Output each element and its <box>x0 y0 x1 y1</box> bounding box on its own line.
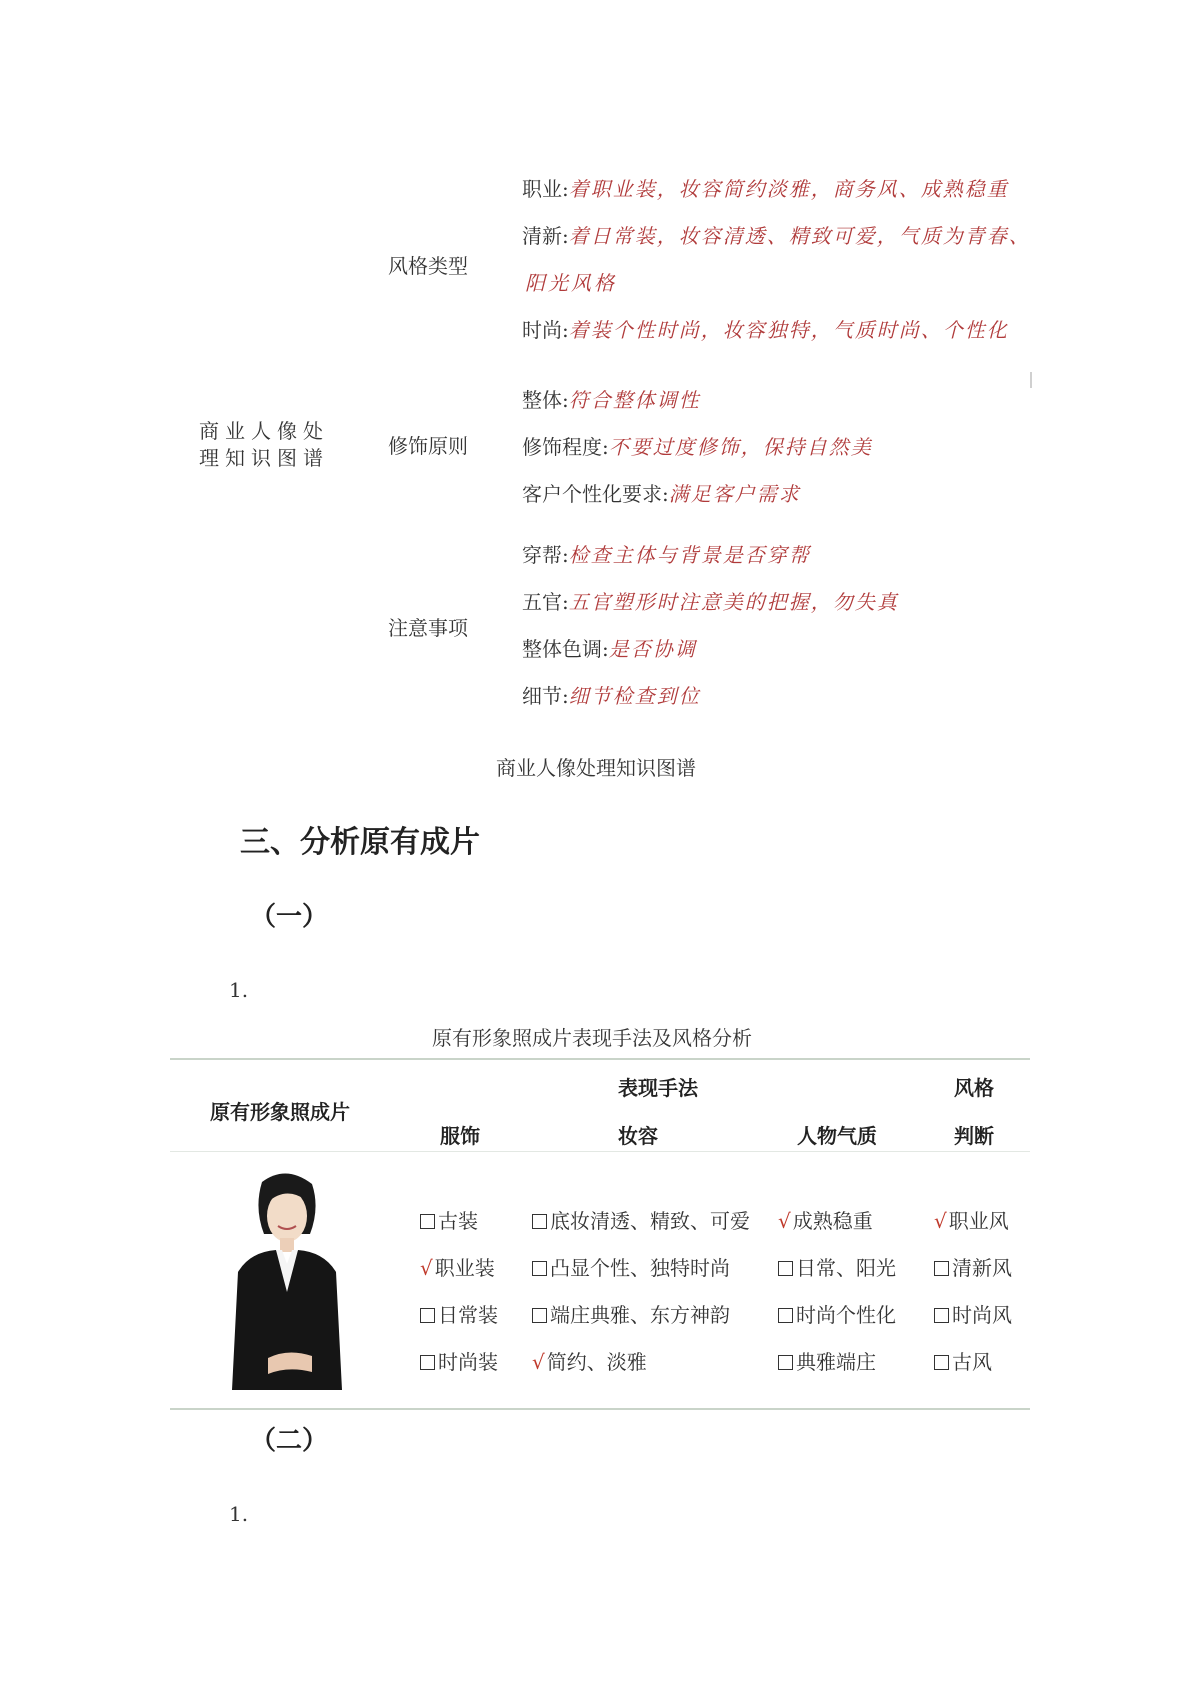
item-key: 清新: <box>522 224 569 248</box>
header-photo: 原有形象照成片 <box>210 1100 350 1124</box>
mindmap-item <box>522 586 899 615</box>
temperament-option[interactable]: 典雅端庄 <box>778 1346 876 1375</box>
table-top-rule <box>170 1058 1030 1060</box>
style-option[interactable]: 时尚风 <box>934 1299 1012 1328</box>
header-clothing: 服饰 <box>440 1124 480 1148</box>
branch-retouch-principles: 修饰原则 <box>388 434 468 458</box>
item-value: 着日常装，妆容清透、精致可爱，气质为青春、 <box>568 224 1031 248</box>
makeup-option[interactable]: 端庄典雅、东方神韵 <box>532 1299 730 1328</box>
makeup-option[interactable]: √ 简约、淡雅 <box>532 1350 647 1374</box>
table-bottom-rule <box>170 1408 1030 1410</box>
checkbox-empty <box>934 1308 949 1323</box>
header-temperament: 人物气质 <box>797 1124 877 1148</box>
mindmap-item <box>522 220 1031 249</box>
clothing-option[interactable]: 时尚装 <box>420 1346 498 1375</box>
check-mark-icon: √ <box>420 1256 433 1280</box>
item-value: 符合整体调性 <box>568 388 701 412</box>
checkbox-empty <box>532 1261 547 1276</box>
mindmap-item <box>522 314 1009 343</box>
subsection-1: （一） <box>250 902 329 932</box>
item-key: 整体色调: <box>522 637 609 661</box>
item-key: 时尚: <box>522 318 569 342</box>
item-key: 整体: <box>522 388 569 412</box>
mindmap-root: 商业人像处理知识图谱 <box>199 419 329 470</box>
header-makeup: 妆容 <box>618 1124 658 1148</box>
branch-style-types: 风格类型 <box>388 254 468 278</box>
makeup-option[interactable]: 底妆清透、精致、可爱 <box>532 1205 750 1234</box>
mindmap-caption: 商业人像处理知识图谱 <box>496 756 696 780</box>
checkbox-empty <box>778 1261 793 1276</box>
branch-precautions: 注意事项 <box>388 616 468 640</box>
check-mark-icon: √ <box>778 1209 791 1233</box>
item-key: 五官: <box>522 590 569 614</box>
item-key: 客户个性化要求: <box>522 482 669 506</box>
list-number-1: 1. <box>229 978 249 1002</box>
checkbox-empty <box>934 1261 949 1276</box>
table-header-rule <box>170 1151 1030 1152</box>
style-option[interactable]: √ 职业风 <box>934 1209 1009 1233</box>
item-value: 检查主体与背景是否穿帮 <box>568 543 811 567</box>
item-value: 满足客户需求 <box>668 482 801 506</box>
item-key: 职业: <box>522 177 569 201</box>
mindmap-item <box>522 478 801 507</box>
mindmap-item <box>522 431 873 460</box>
check-mark-icon: √ <box>934 1209 947 1233</box>
mindmap-item <box>522 539 811 568</box>
checkbox-empty <box>420 1308 435 1323</box>
check-mark-icon: √ <box>532 1350 545 1374</box>
item-value-continuation: 阳光风格 <box>525 271 617 295</box>
checkbox-empty <box>778 1308 793 1323</box>
mindmap-item <box>522 680 701 709</box>
item-key: 穿帮: <box>522 543 569 567</box>
item-key: 细节: <box>522 684 569 708</box>
item-value: 是否协调 <box>608 637 697 661</box>
subsection-2: （二） <box>250 1426 329 1456</box>
checkbox-empty <box>778 1355 793 1370</box>
makeup-option[interactable]: 凸显个性、独特时尚 <box>532 1252 730 1281</box>
checkbox-empty <box>532 1308 547 1323</box>
checkbox-empty <box>532 1214 547 1229</box>
item-value: 着装个性时尚，妆容独特，气质时尚、个性化 <box>568 318 1009 342</box>
item-value: 细节检查到位 <box>568 684 701 708</box>
header-style-top: 风格 <box>954 1076 994 1100</box>
temperament-option[interactable]: 时尚个性化 <box>778 1299 896 1328</box>
style-option[interactable]: 清新风 <box>934 1252 1012 1281</box>
temperament-option[interactable]: 日常、阳光 <box>778 1252 896 1281</box>
mindmap-item <box>522 384 701 413</box>
temperament-option[interactable]: √ 成熟稳重 <box>778 1209 873 1233</box>
mindmap-divider <box>1030 372 1032 388</box>
checkbox-empty <box>934 1355 949 1370</box>
clothing-option[interactable]: 日常装 <box>420 1299 498 1328</box>
mindmap-item <box>522 633 697 662</box>
clothing-option[interactable]: √ 职业装 <box>420 1256 495 1280</box>
checkbox-empty <box>420 1214 435 1229</box>
section-heading: 三、分析原有成片 <box>240 825 480 860</box>
portrait-photo <box>228 1172 346 1394</box>
item-value: 着职业装，妆容简约淡雅，商务风、成熟稳重 <box>568 177 1009 201</box>
checkbox-empty <box>420 1355 435 1370</box>
mindmap-item <box>522 173 1009 202</box>
header-style-bottom: 判断 <box>954 1124 994 1148</box>
clothing-option[interactable]: 古装 <box>420 1205 478 1234</box>
list-number-2: 1. <box>229 1502 249 1526</box>
table-caption: 原有形象照成片表现手法及风格分析 <box>432 1026 752 1050</box>
item-value: 五官塑形时注意美的把握，勿失真 <box>568 590 899 614</box>
item-key: 修饰程度: <box>522 435 609 459</box>
item-value: 不要过度修饰，保持自然美 <box>608 435 873 459</box>
header-group: 表现手法 <box>618 1076 698 1100</box>
style-option[interactable]: 古风 <box>934 1346 992 1375</box>
